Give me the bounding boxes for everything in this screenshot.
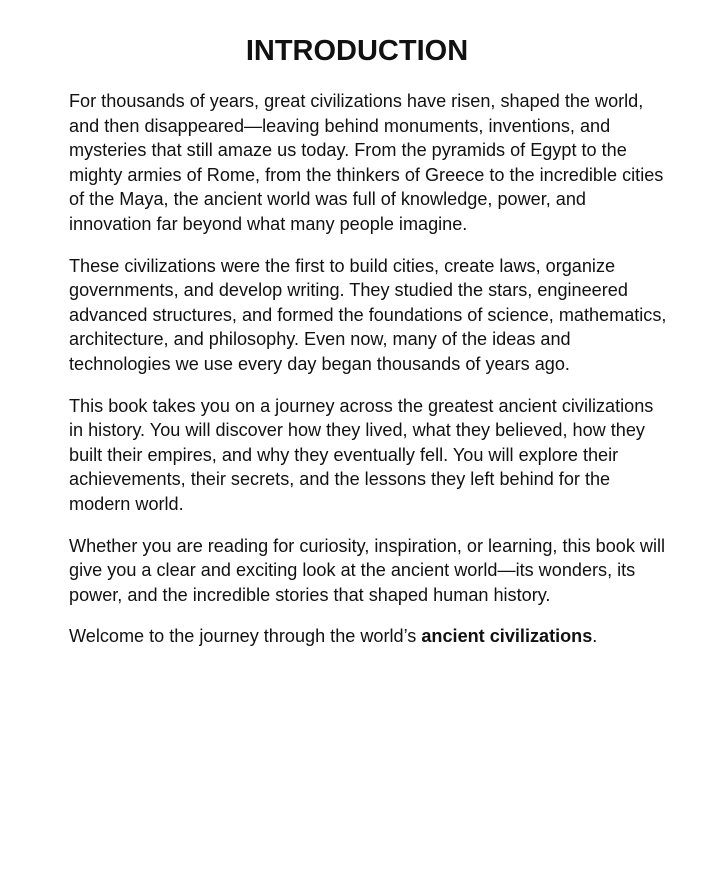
closing-text: Welcome to the journey through the world’s (69, 626, 422, 647)
paragraph-1: For thousands of years, great civilizations have risen, shaped the world, and then disappeared—leaving behind monuments, inventions, and mysteries that still amaze us today. From the pyramids of Egypt to the mighty armies of Rome, from the thinkers of Greece to the incredible cities of the Maya, the ancient world was full of knowledge, power, and innovation far beyond what many people imagine. (69, 91, 664, 234)
paragraph-4: Whether you are reading for curiosity, inspiration, or learning, this book will give you a clear and exciting look at the ancient world—its wonders, its power, and the incredible stories that shaped human history. (69, 535, 666, 605)
page-title: INTRODUCTION (245, 35, 469, 67)
document-body (69, 89, 671, 666)
paragraph-2: These civilizations were the first to build cities, create laws, organize governments, and develop writing. They studied the stars, engineered advanced structures, and formed the foundations of science, mathematics, architecture, and philosophy. Even now, many of the ideas and technologies we use every day began thousands of years ago. (69, 255, 667, 374)
closing-emphasis: ancient civilizations (421, 626, 593, 647)
paragraph-3: This book takes you on a journey across the greatest ancient civilizations in history. You will discover how they lived, what they believed, how they built their empires, and why they eventually fell. You will explore their achievements, their secrets, and the lessons they left behind for the modern world. (69, 395, 654, 514)
closing-punctuation: . (592, 626, 598, 647)
closing-paragraph (69, 624, 671, 649)
